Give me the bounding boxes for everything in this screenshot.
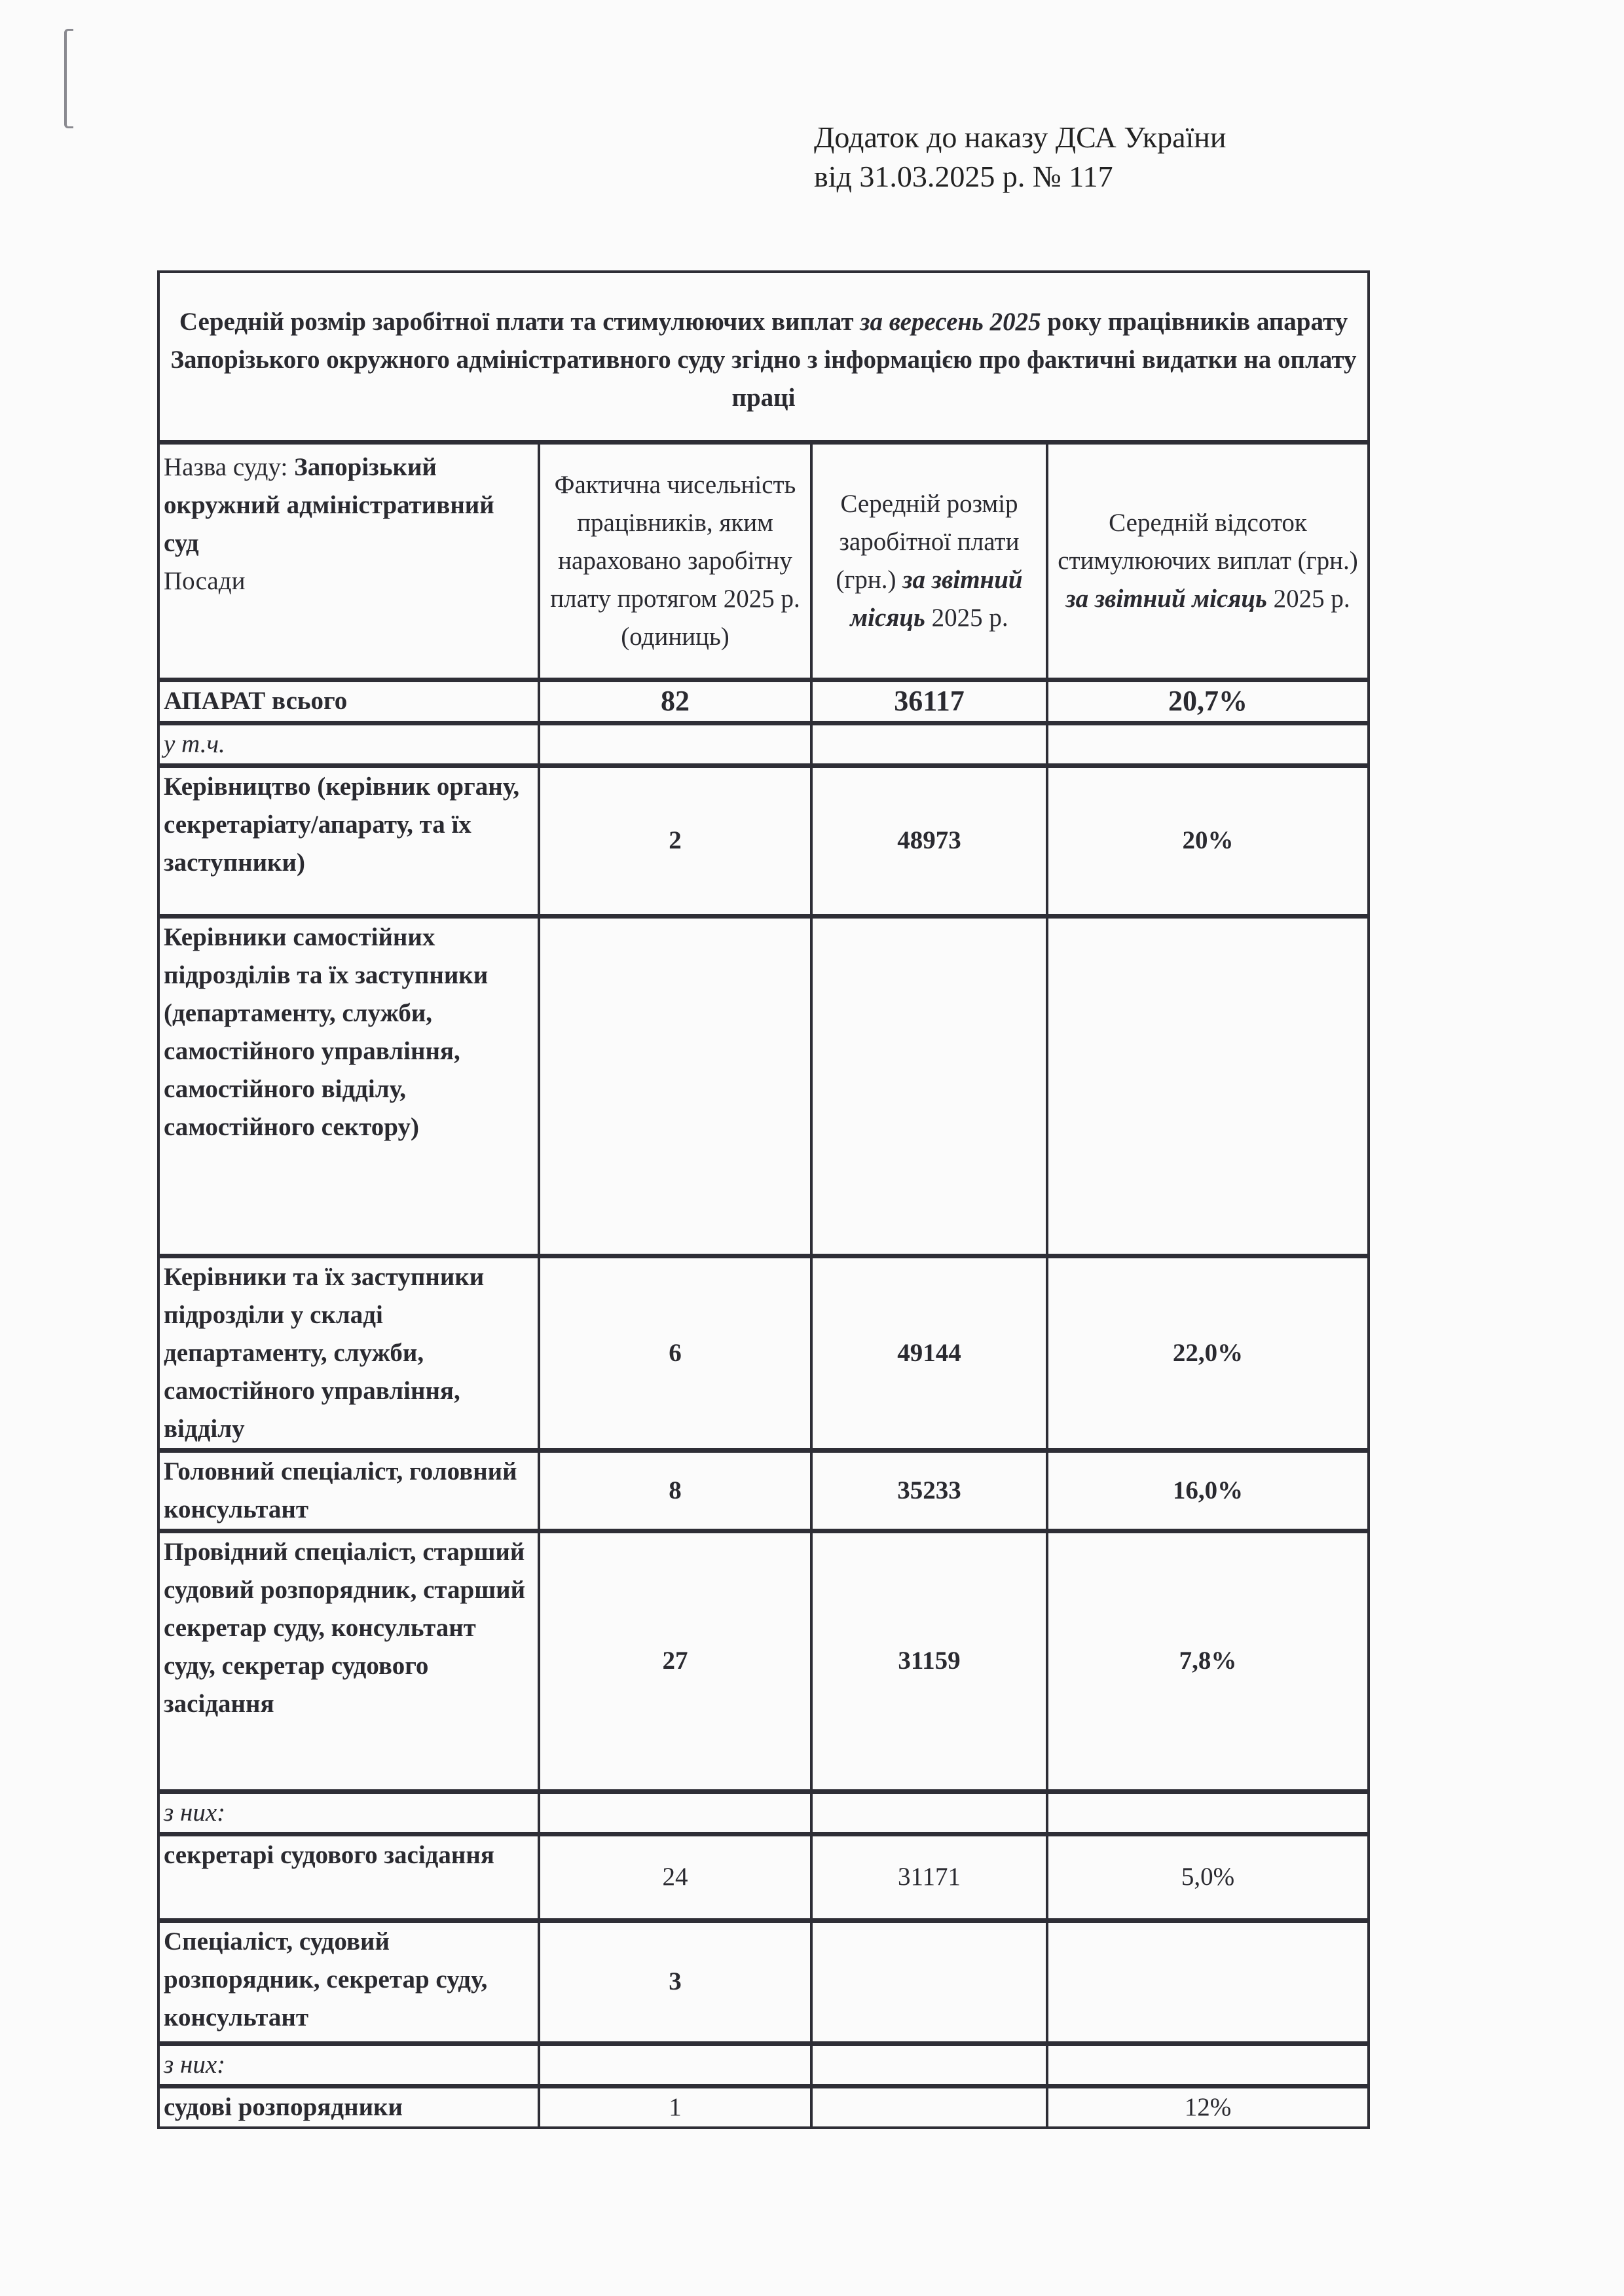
row-count: 82 [539, 680, 811, 723]
salary-report-table [157, 270, 1370, 2129]
row-percent: 12% [1047, 2086, 1369, 2128]
row-count: 1 [539, 2086, 811, 2128]
header-bonus-text: Середній відсоток стимулюючих виплат (грн.) [1058, 508, 1358, 575]
header-headcount: Фактична чисельність працівників, яким нараховано заробітну плату протягом 2025 р.(одиниць) [539, 442, 811, 680]
row-percent: 20% [1047, 765, 1369, 916]
table-row [158, 723, 1369, 765]
row-salary: 36117 [811, 680, 1047, 723]
row-label: Головний спеціаліст, головний консультант [158, 1450, 539, 1531]
row-percent: 16,0% [1047, 1450, 1369, 1531]
header-bonus-year: 2025 р. [1266, 584, 1350, 613]
row-percent [1047, 2043, 1369, 2086]
row-label: Керівники та їх заступники підрозділи у складі департаменту, служби, самостійного управління, відділу [158, 1256, 539, 1450]
table-row [158, 680, 1369, 723]
header-court-label: Назва суду: [164, 452, 295, 481]
row-percent: 20,7% [1047, 680, 1369, 723]
row-salary [811, 1920, 1047, 2043]
header-avg-salary-year: 2025 р. [925, 603, 1008, 632]
row-percent [1047, 723, 1369, 765]
row-percent: 5,0% [1047, 1834, 1369, 1920]
row-label: Керівники самостійних підрозділів та їх заступники (департаменту, служби, самостійного управління, самостійного відділу, самостійного сектору) [158, 916, 539, 1256]
row-percent: 22,0% [1047, 1256, 1369, 1450]
header-positions-label: Посади [164, 566, 246, 595]
row-label: Спеціаліст, судовий розпорядник, секретар суду, консультант [158, 1920, 539, 2043]
row-label: АПАРАТ всього [158, 680, 539, 723]
row-count: 3 [539, 1920, 811, 2043]
row-label: судові розпорядники [158, 2086, 539, 2128]
row-label: у т.ч. [158, 723, 539, 765]
table-row [158, 2043, 1369, 2086]
row-label: секретарі судового засідання [158, 1834, 539, 1920]
row-salary: 49144 [811, 1256, 1047, 1450]
row-salary: 31171 [811, 1834, 1047, 1920]
row-salary [811, 2043, 1047, 2086]
header-avg-salary-text: Середній розмір заробітної плати (грн.) [836, 489, 1020, 594]
header-avg-bonus-percent [1047, 442, 1369, 680]
table-row [158, 1834, 1369, 1920]
table-row [158, 916, 1369, 1256]
annex-note [814, 118, 1227, 196]
row-salary [811, 2086, 1047, 2128]
row-percent [1047, 1920, 1369, 2043]
title-part-1: Середній розмір заробітної плати та стимулюючих виплат [179, 308, 860, 337]
row-salary: 48973 [811, 765, 1047, 916]
header-avg-salary-period: за звітний місяць [850, 565, 1023, 632]
row-count: 24 [539, 1834, 811, 1920]
row-salary [811, 1791, 1047, 1834]
table-row [158, 1256, 1369, 1450]
table-row [158, 1791, 1369, 1834]
row-count [539, 1791, 811, 1834]
row-count: 8 [539, 1450, 811, 1531]
column-header-row [158, 442, 1369, 680]
table-row [158, 765, 1369, 916]
row-salary [811, 723, 1047, 765]
title-part-2: року працівників апарату Запорізького окружного адміністративного суду згідно з інформацією про фактичні видатки на оплату праці [170, 308, 1357, 412]
table-row [158, 1531, 1369, 1791]
row-count [539, 916, 811, 1256]
row-label: з них: [158, 2043, 539, 2086]
row-count: 6 [539, 1256, 811, 1450]
header-court-name: Запорізький окружний адміністративний суд [164, 452, 494, 557]
report-title [158, 272, 1369, 442]
row-label: з них: [158, 1791, 539, 1834]
row-percent [1047, 916, 1369, 1256]
annex-line-1: Додаток до наказу ДСА України [814, 120, 1227, 154]
row-salary: 31159 [811, 1531, 1047, 1791]
header-court-positions [158, 442, 539, 680]
row-count: 2 [539, 765, 811, 916]
row-salary [811, 916, 1047, 1256]
row-label: Провідний спеціаліст, старший судовий розпорядник, старший секретар суду, консультант суду, секретар судового засідання [158, 1531, 539, 1791]
row-label: Керівництво (керівник органу, секретаріату/апарату, та їх заступники) [158, 765, 539, 916]
row-count [539, 723, 811, 765]
title-row [158, 272, 1369, 442]
header-avg-salary [811, 442, 1047, 680]
row-count [539, 2043, 811, 2086]
row-percent: 7,8% [1047, 1531, 1369, 1791]
header-bonus-period: за звітний місяць [1065, 584, 1267, 613]
annex-line-2: від 31.03.2025 р. № 117 [814, 160, 1113, 193]
row-count: 27 [539, 1531, 811, 1791]
row-percent [1047, 1791, 1369, 1834]
table-row [158, 1920, 1369, 2043]
title-period: за вересень 2025 [860, 308, 1041, 337]
table-row [158, 1450, 1369, 1531]
staple-mark [64, 29, 73, 128]
row-salary: 35233 [811, 1450, 1047, 1531]
table-row [158, 2086, 1369, 2128]
